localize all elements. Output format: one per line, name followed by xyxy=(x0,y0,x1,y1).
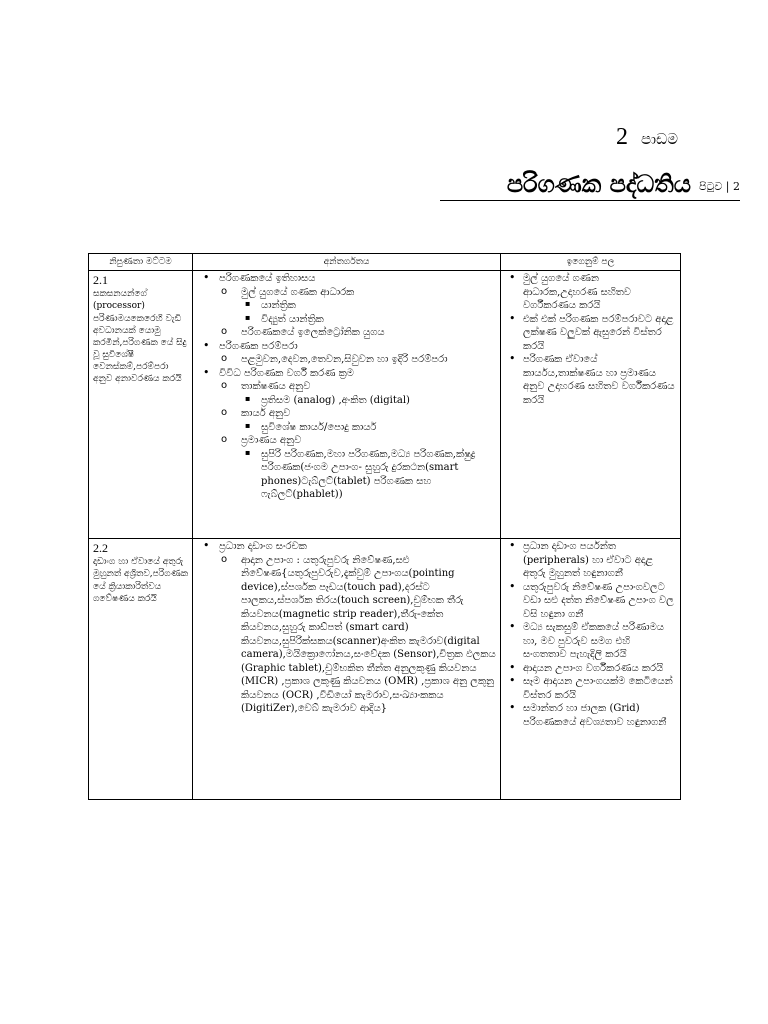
list-item: ▪ ප්‍රතිසම (analog) ,අංකිත (digital) xyxy=(241,394,496,408)
title-row xyxy=(420,166,740,198)
content-cell xyxy=(193,271,501,539)
list-item: • මධ්‍ය සැකසුම් ඒකකයේ පරිණාමය හා, මව පුවරුව සමග එහි සංගතතාව පැහැදිලි කරයි xyxy=(505,621,676,662)
list-item: • විවිධ පරිගණක වර්ගී කරණ ක්‍රම o තාක්ෂණය අනුව ▪ ප්‍රතිසම (analog) ,අංකිත (digital) o කාර්ය අනුව ▪ සුවිශේෂ කාර්ය/පොදු කාර්ය o ප්‍රමාණය අනුව ▪ සුපිරි පරිගණක,මහා පරිගණක,මධ්‍ය පරිගණක,ක්ෂුද්‍ර පරිගණක(ජංගම උපාංග- සුහුරු දුරකථන(smart phones)ටැබ්ලට්(tablet) පරිගණක සහ ෆැබ්ලට්(phablet)) xyxy=(197,367,496,502)
list-item: o තාක්ෂණය අනුව ▪ ප්‍රතිසම (analog) ,අංකිත (digital) xyxy=(219,380,496,407)
list-item: • ප්‍රධාන දෘඩාංග පර්යන්ත (peripherals) හා ඒවාට අදාළ අතුරු මුහුනත් හඳුනාගනී xyxy=(505,540,676,581)
table-header-row xyxy=(89,254,681,271)
list-item: • සමාන්තර හා ජාලක (Grid) පරිගණකයේ අවශ්‍යතාව හඳුනාගනී xyxy=(505,702,676,729)
list-item: • ප්‍රධාන දෘඩාංග සංරචක o ආදාන උපාංග : යතුරුපුවරු නිවේෂණ,සළු නිවේෂණ{යතුරුපුවරුව,දැක්වුම් උපාංගය(pointing device),ස්පර්ශක පෑඩය(touch pad),දරස්ට පාලකය,ස්පර්ශක තිරය(touch screen),චුම්භක තීරු කියවනය(magnetic strip reader),තීරු-කේත කියවනය,සුහුරු කාඩ්පත් (smart card) කියවනය,සුපිරික්සකය(scanner)අංකිත කැමරාව(digital camera),මයික්‍රොෆෝනය,සංවේදක (Sensor),චිත්‍රක ඵලකය (Graphic tablet),චුම්භකිත තීන්ත අනුලකුණු කියවනය (MICR) ,ප්‍රකාශ ලකුණු කියවනය (OMR) ,ප්‍රකාශ අනු ලකුනු කියවනය (OCR) ,වීඩියෝ කැමරාව,සංඛ්‍යාංකකය (DigitiZer),වෙබ් කැමරාව ආදිය} xyxy=(197,540,496,716)
competency-cell xyxy=(89,539,193,800)
outcomes-cell xyxy=(500,539,680,800)
header-content: අන්තර්ගතය xyxy=(193,254,501,271)
page-title: පරිගණක පද්ධතිය xyxy=(506,169,692,198)
list-item: o කාර්ය අනුව ▪ සුවිශේෂ කාර්ය/පොදු කාර්ය xyxy=(219,407,496,434)
list-item: • ආදායන උපාංග වර්ගීකරණය කරයි xyxy=(505,662,676,676)
lesson-heading xyxy=(616,124,678,151)
competency-code: 2.2 xyxy=(93,541,108,556)
list-item: • පරිගණක පරම්පරා o පළමුවන,දෙවන,තෙවන,සිවුවන හා ඉදිරි පරම්පරා xyxy=(197,340,496,367)
curriculum-table xyxy=(88,253,681,800)
list-item: • යතුරුපුවරු නිවේෂණ උපාංගවලට වඩා සළු දත්ත නිවේෂණ උපාංග වල වසි හඳුනා ගනී xyxy=(505,581,676,622)
list-item: • මුල් යුගයේ ගණන ආධාරක,උදාහරණ සහිතව වර්ගීකරණය කරයි xyxy=(505,272,676,313)
competency-text: දෘඩාංග හා ඒවායේ අතුරු මුහුනත් අශ්‍රිතව,පරිගණක යේ ක්‍රියාකාරිත්වය ගවේෂණය කරයි xyxy=(93,557,189,604)
list-item: • එක් එක් පරිගණක පරම්පරාවට අදාළ ලක්ෂණ වලුවක් ඇසුරෙන් විස්තර කරයි xyxy=(505,313,676,354)
list-item: • සෑම ආදායන උපාංගයක්ම කෙටියෙන් විස්තර කරයි xyxy=(505,675,676,702)
header-learning-outcomes: ඉගෙනුම් පල xyxy=(500,254,680,271)
outcomes-cell xyxy=(500,271,680,539)
list-item: o මුල් යුගයේ ගණක ආධාරක ▪ යාන්ත්‍රික ▪ විද්‍යුත් යාන්ත්‍රික xyxy=(219,286,496,327)
competency-text: සකසනයන්ගේ (processor) පරිණාමයකෙරෙහි වැඩි අවධානයක් යොමු කරමින්,පරිගණක යේ සිදු වූ සුවිශේෂී වෙනස්කම්,පරම්පරා අනුව අනාවරණය කරයි xyxy=(93,289,187,385)
list-item: ▪ විද්‍යුත් යාන්ත්‍රික xyxy=(241,313,496,327)
list-item: o පරිගණකයේ ඉලෙක්ට්‍රෝනික යුගය xyxy=(219,326,496,340)
lesson-number: 2 xyxy=(616,124,628,150)
list-item: • පරිගණකයේ ඉතිහාසය o මුල් යුගයේ ගණක ආධාරක ▪ යාන්ත්‍රික ▪ විද්‍යුත් යාන්ත්‍රික o පරිගණකයේ ඉලෙක්ට්‍රෝනික යුගය xyxy=(197,272,496,340)
list-item: ▪ සුපිරි පරිගණක,මහා පරිගණක,මධ්‍ය පරිගණක,ක්ෂුද්‍ර පරිගණක(ජංගම උපාංග- සුහුරු දුරකථන(smart phones)ටැබ්ලට්(tablet) පරිගණක සහ ෆැබ්ලට්(phablet)) xyxy=(241,448,496,502)
competency-cell xyxy=(89,271,193,539)
list-item: ▪ යාන්ත්‍රික xyxy=(241,299,496,313)
list-item: o පළමුවන,දෙවන,තෙවන,සිවුවන හා ඉදිරි පරම්පරා xyxy=(219,353,496,367)
title-rule xyxy=(440,200,740,201)
table-row xyxy=(89,271,681,539)
list-item: • පරිගණක ඒවායේ කාර්යය,තාක්ෂණය හා ප්‍රමාණය අනුව උදාහරණ සහිතව වර්ගීකරණය කරයි xyxy=(505,353,676,407)
header-competency-level: නිපුණතා මට්ටම xyxy=(89,254,193,271)
page-number: පිටුව | 2 xyxy=(699,180,740,193)
lesson-word: පාඩම xyxy=(641,130,678,148)
content-cell xyxy=(193,539,501,800)
table-row xyxy=(89,539,681,800)
list-item: ▪ සුවිශේෂ කාර්ය/පොදු කාර්ය xyxy=(241,421,496,435)
list-item: o ආදාන උපාංග : යතුරුපුවරු නිවේෂණ,සළු නිවේෂණ{යතුරුපුවරුව,දැක්වුම් උපාංගය(pointing device),ස්පර්ශක පෑඩය(touch pad),දරස්ට පාලකය,ස්පර්ශක තිරය(touch screen),චුම්භක තීරු කියවනය(magnetic strip reader),තීරු-කේත කියවනය,සුහුරු කාඩ්පත් (smart card) කියවනය,සුපිරික්සකය(scanner)අංකිත කැමරාව(digital camera),මයික්‍රොෆෝනය,සංවේදක (Sensor),චිත්‍රක ඵලකය (Graphic tablet),චුම්භකිත තීන්ත අනුලකුණු කියවනය (MICR) ,ප්‍රකාශ ලකුණු කියවනය (OMR) ,ප්‍රකාශ අනු ලකුනු කියවනය (OCR) ,වීඩියෝ කැමරාව,සංඛ්‍යාංකකය (DigitiZer),වෙබ් කැමරාව ආදිය} xyxy=(219,554,496,716)
list-item: o ප්‍රමාණය අනුව ▪ සුපිරි පරිගණක,මහා පරිගණක,මධ්‍ය පරිගණක,ක්ෂුද්‍ර පරිගණක(ජංගම උපාංග- සුහුරු දුරකථන(smart phones)ටැබ්ලට්(tablet) පරිගණක සහ ෆැබ්ලට්(phablet)) xyxy=(219,434,496,502)
competency-code: 2.1 xyxy=(93,273,108,288)
